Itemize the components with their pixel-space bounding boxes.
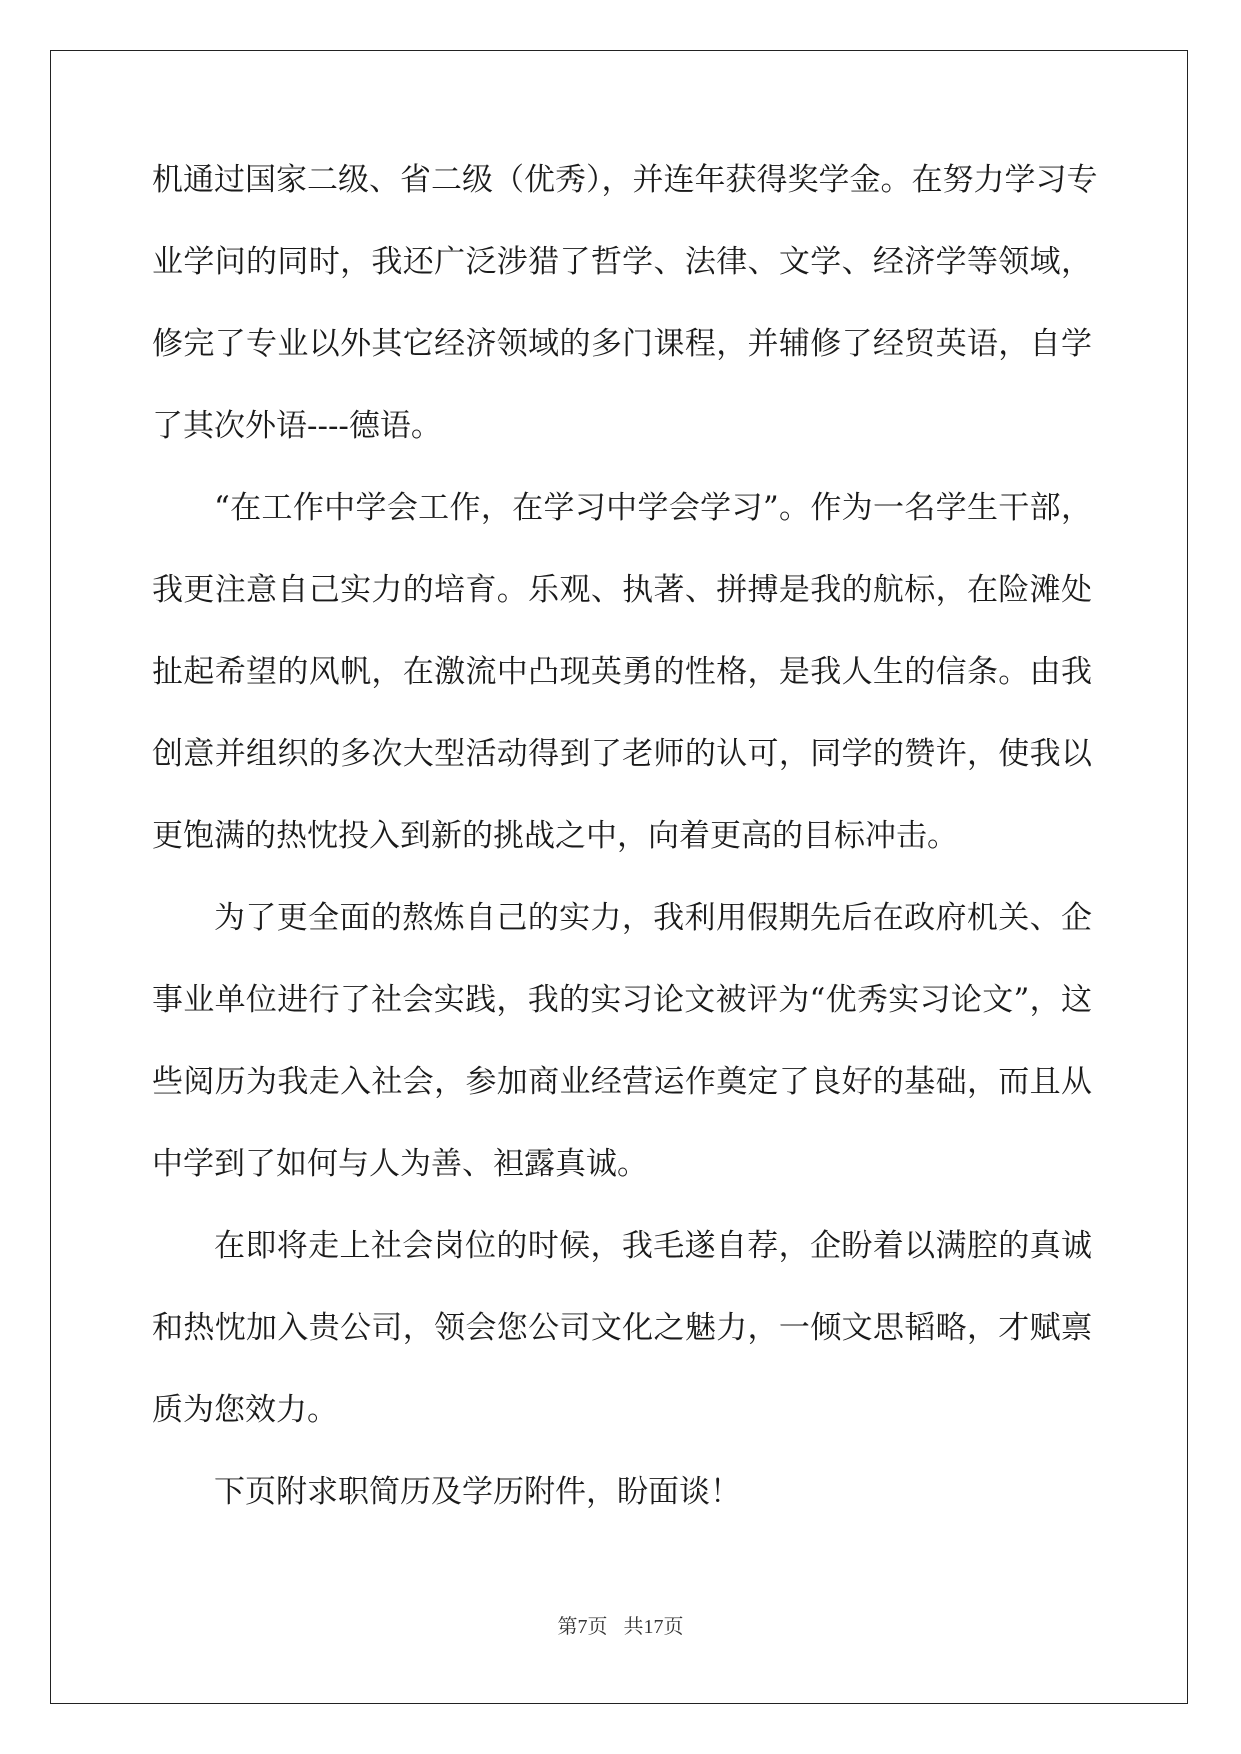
text-line: 业学问的同时，我还广泛涉猎了哲学、法律、文学、经济学等领域， (152, 244, 1092, 280)
page-footer (0, 1610, 1241, 1639)
text-line: 了其次外语----德语。 (152, 408, 442, 444)
text-line: 些阅历为我走入社会，参加商业经营运作奠定了良好的基础，而且从 (152, 1064, 1092, 1100)
text-line: 更饱满的热忱投入到新的挑战之中，向着更高的目标冲击。 (152, 818, 958, 854)
paragraph-start: 为了更全面的熬炼自己的实力，我利用假期先后在政府机关、企 (214, 900, 1092, 936)
document-body (152, 160, 1098, 1554)
text-line: 我更注意自己实力的培育。乐观、执著、拼搏是我的航标，在险滩处 (152, 572, 1092, 608)
paragraph-start: 下页附求职简历及学历附件，盼面谈！ (214, 1474, 741, 1510)
text-line: 创意并组织的多次大型活动得到了老师的认可，同学的赞许，使我以 (152, 736, 1092, 772)
text-line: 质为您效力。 (152, 1392, 338, 1428)
page-total: 共17页 (623, 1616, 684, 1638)
text-line: 扯起希望的风帆，在激流中凸现英勇的性格，是我人生的信条。由我 (152, 654, 1092, 690)
paragraph-start: 在即将走上社会岗位的时候，我毛遂自荐，企盼着以满腔的真诚 (214, 1228, 1092, 1264)
text-line: 事业单位进行了社会实践，我的实习论文被评为“优秀实习论文”，这 (152, 982, 1092, 1018)
text-line: 修完了专业以外其它经济领域的多门课程，并辅修了经贸英语，自学 (152, 326, 1092, 362)
text-line: 和热忱加入贵公司，领会您公司文化之魅力，一倾文思韬略，才赋禀 (152, 1310, 1092, 1346)
paragraph-start: “在工作中学会工作，在学习中学会学习”。作为一名学生干部， (214, 490, 1092, 526)
text-line: 中学到了如何与人为善、袒露真诚。 (152, 1146, 648, 1182)
page-number: 第7页 (557, 1616, 608, 1638)
text-line: 机通过国家二级、省二级（优秀），并连年获得奖学金。在努力学习专 (152, 162, 1098, 198)
